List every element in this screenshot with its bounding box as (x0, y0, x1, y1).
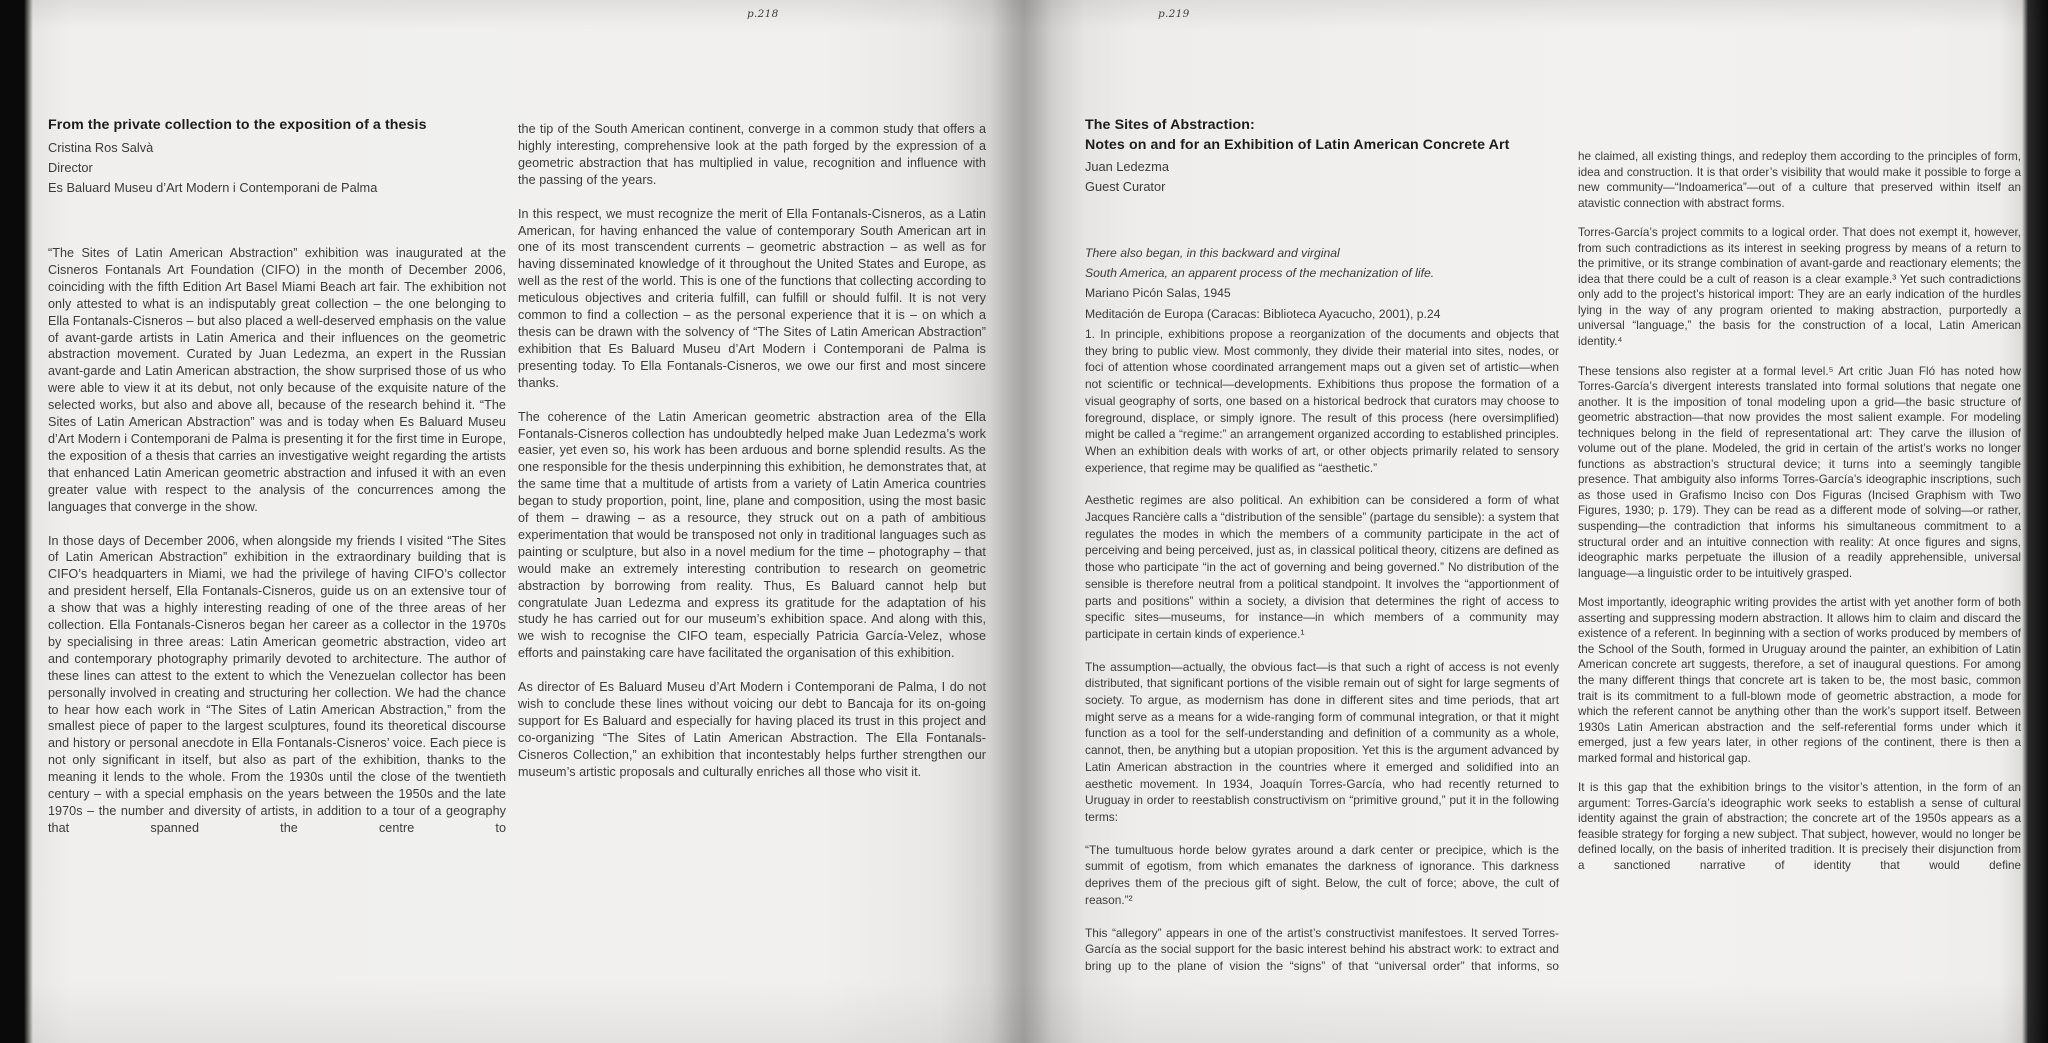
paragraph: In this respect, we must recognize the merit of Ella Fontanals-Cisneros, as a Latin American, for having enhanced the value of contemporary South American art in one of its most transcendent currents – geometric abstraction – as well as for having disseminated knowledge of it throughout the United States and Europe, as well as the rest of the world. This is one of the functions that collecting according to meticulous objectives and criteria fulfill, can fulfill or should fulfil. It is not very common to find a collection – as the personal experience that it is – on which a thesis can be drawn with the solvency of “The Sites of Latin American Abstraction” exhibition that Es Baluard Museu d’Art Modern i Contemporani de Palma is presenting today. To Ella Fontanals-Cisneros, we owe our first and most sincere thanks. (518, 206, 986, 390)
paragraph: 1. In principle, exhibitions propose a reorganization of the documents and objects that they bring to public view. Most commonly, they divide their material into sites, nodes, or foci of attention whose coordinated arrangement maps out a given set of artistic—when not scientific or technical—developments. Exhibitions thus propose the formation of a visual geography of sorts, one based on a historical bedrock that curators may choose to foreground, displace, or simply ignore. The result of this process (here oversimplified) might be called a “regime:” an arrangement organized according to established principles. When an exhibition deals with works of art, or other objects primarily related to sensory experience, that regime may be qualified as “aesthetic.” (1085, 327, 1559, 475)
right-page-column-1 (1085, 326, 1559, 991)
left-article-role: Director (48, 159, 93, 175)
paragraph: Most importantly, ideographic writing provides the artist with yet another form of both asserting and suppressing modern abstraction. It allows him to claim and discard the existence of a referent. In beginning with a section of works produced by members of the School of the South, formed in Uruguay around the painter, an exhibition of Latin American concrete art suggests, therefore, a set of inaugural questions. For among the many different things that concrete art is taken to be, the most basic, common trait is its commitment to a full-blown mode of geometric abstraction, a mode for which the referent cannot be anything other than the work’s support itself. Between 1930s Latin American abstraction and the self-referential forms under which it emerged, just a few years later, in other regions of the continent, there is then a marked formal and historical gap. (1578, 596, 2021, 765)
epigraph-attribution: Mariano Picón Salas, 1945 (1085, 286, 1231, 301)
paragraph: It is this gap that the exhibition brings to the visitor’s attention, in the form of an argument: Torres-García’s ideographic work seeks to establish a sense of cultural identity against the grain of abstraction; the concrete art of the 1950s appears as a feasible strategy for forging a new subject. That subject, however, would no longer be defined locally, on the basis of inherited tradition. It is precisely their disjunction from a sanctioned narrative of identity that would define (1578, 781, 2021, 872)
paragraph: The coherence of the Latin American geometric abstraction area of the Ella Fontanals-Cisneros collection has undoubtedly helped make Juan Ledezma’s work easier, yet even so, his work has been arduous and borne splendid results. As the one responsible for the thesis underpinning this exhibition, he demonstrates that, at the same time that a multitude of artists from a variety of Latin America countries began to study proportion, point, line, plane and composition, using the most basic of them – drawing – as a resource, they struck out on a path of ambitious experimentation that would be transposed not only in traditional languages such as painting or sculpture, but also in a novel medium for the time – photography – that would make an extremely interesting contribution to research on geometric abstraction by borrowing from reality. Thus, Es Baluard cannot help but congratulate Juan Ledezma and express its gratitude for the adaptation of his study he has carried out for our museum’s exhibition space. And along with this, we wish to recognise the CIFO team, especially Patricia García-Velez, whose efforts and painstaking care have facilitated the organisation of this exhibition. (518, 409, 986, 661)
epigraph-source: Meditación de Europa (Caracas: Biblioteca Ayacucho, 2001), p.24 (1085, 306, 1441, 321)
paragraph: Torres-García’s project commits to a logical order. That does not exempt it, however, from such contradictions as its interest in seeking progress by means of a return to the primitive, or its strange combination of avant-garde and reactionary elements; the idea that there could be a cult of reason is a clear example.³ Yet such contradictions only add to the project’s historical import: They are an early indication of the hurdles lying in the way of any program oriented to making abstraction, purportedly a universal “language,” the basis for the construction of a local, Latin American identity.⁴ (1578, 226, 2021, 349)
paragraph: These tensions also register at a formal level.⁵ Art critic Juan Fló has noted how Torres-García’s divergent interests translated into formal solutions that negate one another. It is the imposition of tonal modeling upon a grid—the basic structure of geometric abstraction—that now provides the most salient example. For modeling techniques belong in the field of representational art: They carve the illusion of volume out of the plane. Modeled, the grid in certain of the artist’s works no longer functions as abstraction’s structural device; it turns into a seemingly tangible presence. That ambiguity also informs Torres-García’s ideographic inscriptions, such as those used in Grafismo Inciso con Dos Figuras (Incised Graphism with Two Figures, 1930; p. 179). They can be read as a different mode of solving—or rather, suspending—the contradiction that informs his simultaneous commitment to a structural order and an intuitive connection with reality: At once figures and signs, ideographic marks perpetuate the illusion of a readily apprehensible, universal language—a linguistic order to be intuitively grasped. (1578, 364, 2021, 580)
right-article-title-line1: The Sites of Abstraction: (1085, 117, 1255, 133)
epigraph (1085, 243, 1565, 324)
right-page-header (1085, 116, 1585, 198)
right-article-role: Guest Curator (1085, 179, 1166, 195)
paragraph: As director of Es Baluard Museu d’Art Modern i Contemporani de Palma, I do not wish to conclude these lines without voicing our debt to Bancaja for its on-going support for Es Baluard and especially for having placed its trust in this project and co-organizing “The Sites of Latin American Abstraction. The Ella Fontanals-Cisneros Collection,” an exhibition that incontestably helps further strengthen our museum’s artistic proposals and culturally enriches all those who visit it. (518, 680, 986, 779)
left-page-column-1 (48, 245, 506, 854)
left-article-author: Cristina Ros Salvà (48, 139, 154, 155)
paragraph: The assumption—actually, the obvious fact—is that such a right of access is not evenly distributed, that significant portions of the visible remain out of sight for large segments of society. To argue, as modernism has done in different sites and time periods, that art might serve as a means for a wide-ranging form of communal integration, or that it might function as a tool for the self-understanding and definition of a community as a whole, cannot, then, be anything but a utopian proposition. Yet this is the argument advanced by Latin American abstraction in the countries where it emerged and solidified into an aesthetic movement. In 1934, Joaquín Torres-García, who had recently returned to Uruguay in order to reestablish constructivism on “primitive ground,” put it in the following terms: (1085, 659, 1559, 824)
block-quote: “The tumultuous horde below gyrates around a dark center or precipice, which is the summit of egotism, from which emanates the darkness of ignorance. This darkness deprives them of the precious gift of sight. Below, the cult of force; above, the cult of reason.”² (1085, 842, 1559, 907)
epigraph-line: South America, an apparent process of the mechanization of life. (1085, 266, 1435, 281)
left-page-column-2 (518, 121, 986, 798)
left-page-header (48, 116, 518, 199)
right-page-column-2 (1578, 149, 2021, 888)
paragraph: he claimed, all existing things, and redeploy them according to the principles of form, idea and construction. It is that order’s visibility that would make it possible to forge a new community—“Indoamerica”—out of a culture that preserved within itself an atavistic connection with abstract forms. (1578, 150, 2021, 210)
left-article-title: From the private collection to the exposition of a thesis (48, 117, 427, 133)
page-number-left: p.218 (747, 8, 779, 20)
epigraph-line: There also began, in this backward and virginal (1085, 246, 1340, 260)
paragraph: This “allegory” appears in one of the artist’s constructivist manifestoes. It served Torres-García as the social support for the basic interest behind his abstract work: to extract and bring up to the plane of vision the “signs” of that “universal order” that informs, so (1085, 925, 1559, 973)
page-number-right: p.219 (1158, 8, 1190, 20)
paragraph: the tip of the South American continent, converge in a common study that offers a highly interesting, comprehensive look at the path forged by the expression of a geometric abstraction that has multiplied in value, recognition and influence with the passing of the years. (518, 122, 986, 187)
right-article-author: Juan Ledezma (1085, 159, 1169, 174)
paragraph: In those days of December 2006, when alongside my friends I visited “The Sites of Latin American Abstraction” exhibition in the extraordinary building that is CIFO’s headquarters in Miami, we had the privilege of having CIFO’s collector and president herself, Ella Fontanals-Cisneros, guide us on an extensive tour of a show that was a highly interesting reading of one of the three areas of her collection. Ella Fontanals-Cisneros began her career as a collector in the 1970s by specialising in three areas: Latin American geometric abstraction, video art and contemporary photography primarily devoted to architecture. The author of these lines can attest to the extent to which the Venezuelan collector has been personally involved in creating and structuring her collection. We had the chance to hear how each work in “The Sites of Latin American Abstraction,” from the smallest piece of paper to the largest sculptures, found its theoretical discourse and history or personal anecdote in Ella Fontanals-Cisneros’ voice. Each piece is not only significant in itself, but also as part of the exhibition, thanks to the meaning it lends to the whole. From the 1930s until the close of the twentieth century – with a special emphasis on the years between the 1950s and the late 1970s – the number and diversity of artists, in addition to a tour of a geography that spanned the centre to (48, 533, 506, 835)
paragraph: Aesthetic regimes are also political. An exhibition can be considered a form of what Jacques Rancière calls a “distribution of the sensible” (partage du sensible): a system that regulates the modes in which the members of a community participate in the act of perceiving and being perceived, just as, in classical political theory, citizens are defined as those who participate “in the act of governing and being governed.” No distribution of the sensible is therefore neutral from a political standpoint. It involves the “apportionment of parts and positions” within a society, a division that determines the right of access to specific sites—museums, for instance—in which members of a community may participate in certain kinds of experience.¹ (1085, 493, 1559, 641)
paragraph: “The Sites of Latin American Abstraction” exhibition was inaugurated at the Cisneros Fontanals Art Foundation (CIFO) in the month of December 2006, coinciding with the fifth Edition Art Basel Miami Beach art fair. The exhibition not only attested to what is an indisputably great collection – the one belonging to Ella Fontanals-Cisneros – but also placed a well-deserved emphasis on the value of avant-garde artists in Latin America and their influences on the geometric abstraction movement. Curated by Juan Ledezma, an expert in the Russian avant-garde and Latin American abstraction, the show surprised those of us who were able to view it at its debut, not only because of the exquisite nature of the selected works, but also and above all, because of the research behind it. “The Sites of Latin American Abstraction” was and is today when Es Baluard Museu d’Art Modern i Contemporani de Palma is presenting it for the first time in Europe, the exposition of a thesis that carries an investigative weight regarding the artists that enhanced Latin American geometric abstraction and infused it with an even greater value with respect to the analysis of the concurrences among the languages that converge in the show. (48, 246, 506, 514)
left-article-organization: Es Baluard Museu d’Art Modern i Contemporani de Palma (48, 180, 378, 196)
right-article-title-line2: Notes on and for an Exhibition of Latin American Concrete Art (1085, 136, 1510, 153)
